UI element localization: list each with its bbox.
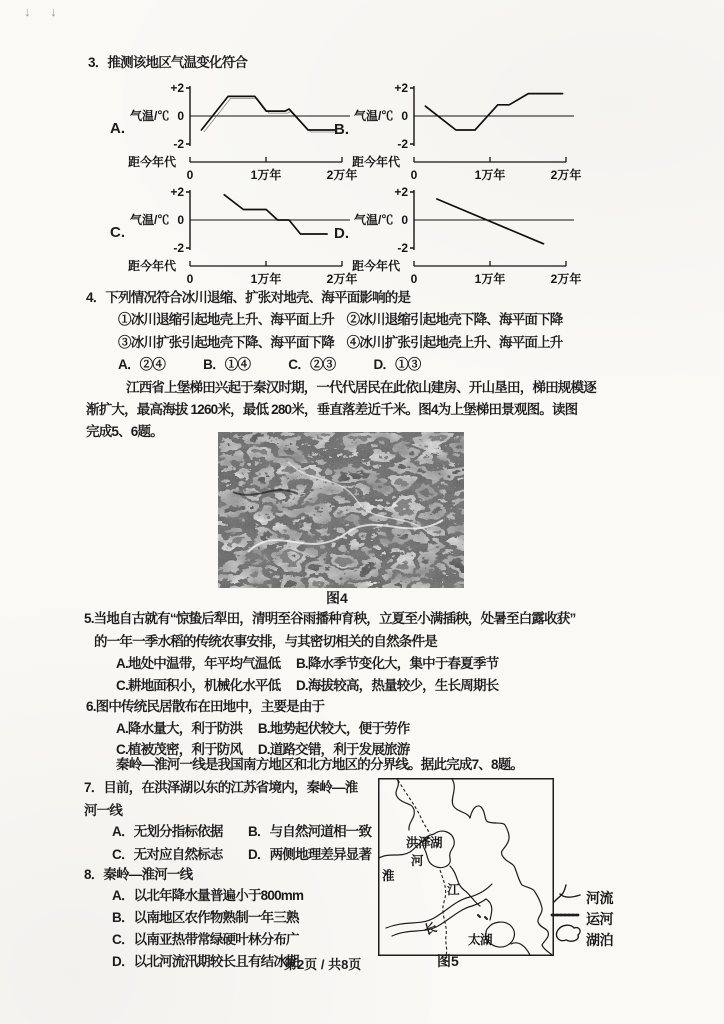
svg-text:0: 0	[410, 168, 418, 182]
question-8-title: 8．秦岭—淮河一线	[84, 867, 193, 882]
scan-corner-marks: ↓ ↓	[24, 4, 65, 19]
question-4-items34: ③冰川扩张引起地壳下降、海平面下降 ④冰川扩张引起地壳上升、海平面上升	[118, 335, 563, 350]
svg-text:+2: +2	[394, 185, 408, 199]
svg-text:距今年代: 距今年代	[352, 155, 401, 169]
svg-text:+2: +2	[394, 81, 408, 95]
question-8-option-a: A．以北年降水量普遍小于800mm	[112, 888, 304, 903]
svg-text:-2: -2	[173, 241, 184, 255]
map-label-hongze-lake: 洪泽湖	[406, 836, 443, 850]
question-7-options-cd: C．无对应自然标志 D．两侧地理差异显著	[112, 847, 372, 862]
question-5-options-cd: C.耕地面积小，机械化水平低 D.海拔较高，热量较少，生长周期长	[116, 678, 499, 693]
svg-text:2万年: 2万年	[550, 168, 582, 182]
figure-4-terrace-photo	[218, 432, 464, 588]
passage-line-2: 渐扩大，最高海拔 1260米，最低 280米，垂直落差近千米。图4为上堡梯田景观图。读图	[86, 402, 578, 417]
grand-canal-north	[398, 780, 430, 834]
figure-4-caption: 图4	[326, 590, 348, 606]
svg-text:-2: -2	[397, 137, 408, 151]
svg-text:0: 0	[177, 213, 184, 227]
question-8-option-c: C．以南亚热带常绿硬叶林分布广	[112, 932, 299, 947]
temperature-chart-c	[128, 182, 358, 286]
province-boundary	[452, 779, 552, 955]
question-7-line-1: 7．目前，在洪泽湖以东的江苏省境内，秦岭—淮	[84, 780, 358, 795]
svg-text:气温/℃: 气温/℃	[354, 109, 394, 123]
chart-a-letter: A.	[110, 120, 125, 137]
island-dots	[478, 915, 487, 919]
svg-text:距今年代: 距今年代	[128, 259, 177, 273]
map-frame	[379, 779, 554, 956]
svg-text:-2: -2	[397, 241, 408, 255]
svg-text:距今年代: 距今年代	[128, 155, 177, 169]
jiangsu-map-drawing	[378, 778, 554, 956]
chart-d-letter: D.	[334, 225, 349, 242]
figure-5-map	[378, 778, 554, 956]
svg-text:0: 0	[177, 109, 184, 123]
south-of-taihu-boundary	[511, 943, 530, 955]
question-5-line-2: 的一年一季水稻的传统农事安排，与其密切相关的自然条件是	[94, 634, 437, 649]
question-5-options-ab: A.地处中温带，年平均气温低 B.降水季节变化大，集中于春夏季节	[116, 656, 499, 671]
temperature-chart-a	[128, 78, 358, 182]
temperature-chart-b	[352, 78, 582, 182]
map-label-huai: 淮	[382, 869, 395, 883]
svg-text:0: 0	[186, 272, 194, 286]
map-label-tai-lake: 太湖	[468, 933, 493, 947]
svg-text:气温/℃: 气温/℃	[130, 213, 170, 227]
south-boundary	[486, 899, 492, 920]
svg-text:2万年: 2万年	[326, 272, 358, 286]
map-label-jiang: 江	[447, 883, 460, 897]
terrace-texture	[218, 432, 464, 588]
map-label-he: 河	[411, 854, 424, 868]
grand-canal-south	[440, 870, 447, 955]
svg-text:0: 0	[410, 272, 418, 286]
northwest-border	[396, 779, 414, 830]
question-6-options-cd: C.植被茂密，利于防风 D.道路交错，利于发展旅游	[116, 742, 410, 757]
passage-line-3: 完成5、6题。	[86, 424, 163, 439]
question-7-line-2: 河一线	[84, 803, 123, 818]
svg-text:-2: -2	[173, 137, 184, 151]
svg-text:+2: +2	[170, 81, 184, 95]
question-8-option-d: D．以北河流汛期较长且有结冰期	[112, 954, 299, 969]
svg-text:2万年: 2万年	[326, 168, 358, 182]
svg-text:气温/℃: 气温/℃	[130, 109, 170, 123]
figure-5-caption: 图5	[437, 953, 459, 969]
temperature-chart-d	[352, 182, 582, 286]
svg-text:0: 0	[401, 213, 408, 227]
svg-text:1万年: 1万年	[474, 272, 506, 286]
map-label-chang: 长	[422, 920, 439, 938]
svg-text:1万年: 1万年	[250, 168, 282, 182]
question-4-options: A．②④ B．①④ C．②③ D．①③	[118, 357, 421, 372]
svg-text:0: 0	[401, 109, 408, 123]
passage-line-1: 江西省上堡梯田兴起于秦汉时期，一代代居民在此依山建房、开山垦田，梯田规模逐	[126, 380, 596, 395]
question-5-line-1: 5.当地自古就有“惊蛰后犁田，清明至谷雨播种育秧，立夏至小满插秧，处暑至白露收获”	[84, 611, 576, 626]
yangtze-river	[386, 884, 492, 928]
question-7-options-ab: A．无划分指标依据 B．与自然河道相一致	[112, 824, 372, 839]
question-4-title: 4．下列情况符合冰川退缩、扩张对地壳、海平面影响的是	[86, 290, 411, 305]
svg-text:距今年代: 距今年代	[352, 259, 401, 273]
legend-label-river: 河流	[586, 890, 613, 906]
question-4-items12: ①冰川退缩引起地壳上升、海平面上升 ②冰川退缩引起地壳下降、海平面下降	[118, 312, 563, 327]
legend-label-canal: 运河	[586, 911, 613, 927]
svg-text:1万年: 1万年	[474, 168, 506, 182]
lake-icon	[556, 925, 580, 941]
svg-text:1万年: 1万年	[250, 272, 282, 286]
svg-text:0: 0	[186, 168, 194, 182]
svg-text:+2: +2	[170, 185, 184, 199]
chart-c-letter: C.	[110, 224, 125, 241]
intro-questions-7-8: 秦岭—淮河一线是我国南方地区和北方地区的分界线。据此完成7、8题。	[116, 757, 524, 772]
question-3-title: 3．推测该地区气温变化符合	[88, 55, 248, 70]
map-legend-icons	[550, 882, 584, 952]
svg-text:气温/℃: 气温/℃	[354, 213, 394, 227]
chart-b-letter: B.	[334, 121, 349, 138]
legend-label-lake: 湖泊	[586, 932, 613, 948]
page-number-footer: 第2页 / 共8页	[284, 957, 362, 972]
question-6-options-ab: A.降水量大，利于防洪 B.地势起伏较大，便于劳作	[116, 721, 410, 736]
question-8-option-b: B．以南地区农作物熟制一年三熟	[112, 910, 299, 925]
svg-text:2万年: 2万年	[550, 272, 582, 286]
question-6-title: 6.图中传统民居散布在田地中，主要是由于	[86, 699, 325, 714]
river-icon	[554, 885, 580, 902]
